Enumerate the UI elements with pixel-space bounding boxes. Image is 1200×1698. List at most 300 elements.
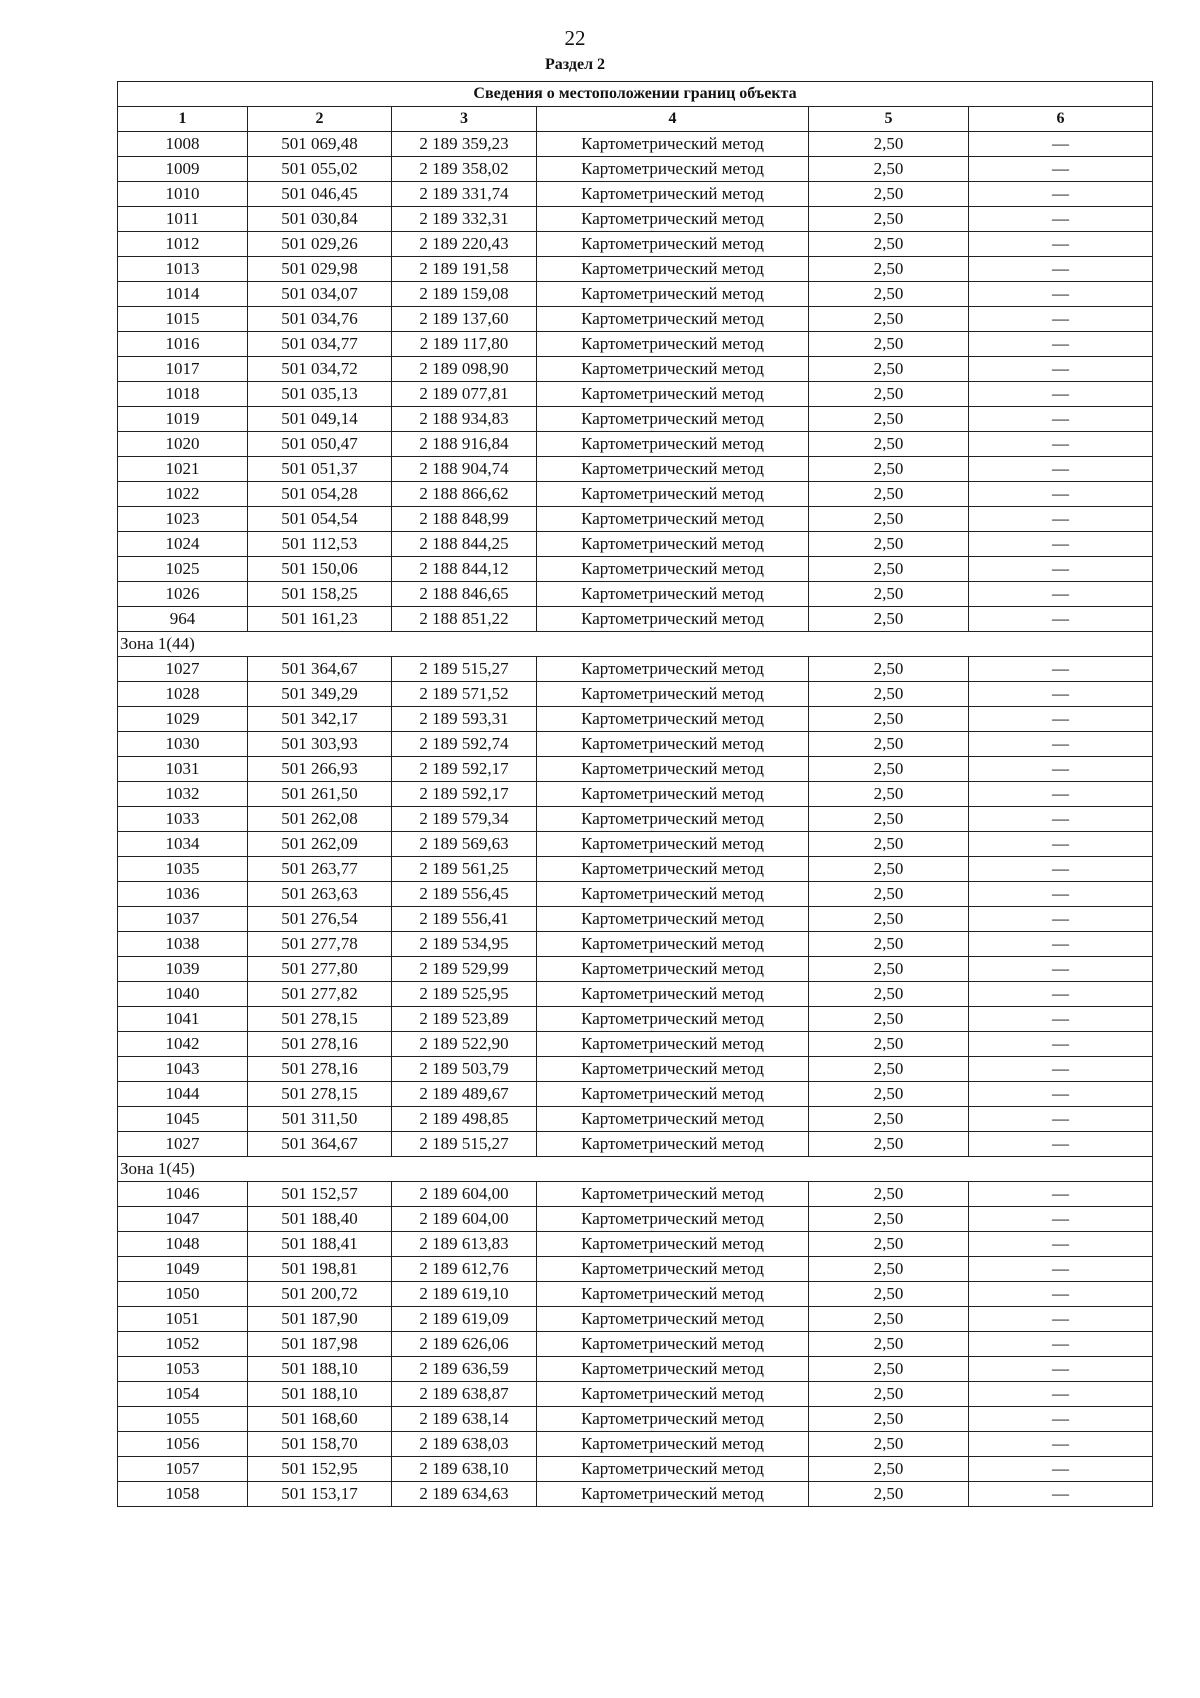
accuracy-cell: 2,50	[809, 1382, 969, 1407]
y-coordinate-cell: 2 189 159,08	[392, 282, 537, 307]
table-row	[118, 307, 1153, 332]
description-cell: —	[969, 182, 1153, 207]
accuracy-cell: 2,50	[809, 407, 969, 432]
y-coordinate-cell: 2 189 592,17	[392, 782, 537, 807]
description-cell: —	[969, 232, 1153, 257]
method-cell: Картометрический метод	[537, 1407, 809, 1432]
description-cell: —	[969, 1007, 1153, 1032]
description-cell: —	[969, 482, 1153, 507]
point-number-cell: 1014	[118, 282, 248, 307]
point-number-cell: 1040	[118, 982, 248, 1007]
method-cell: Картометрический метод	[537, 507, 809, 532]
table-row	[118, 782, 1153, 807]
column-header: 2	[248, 107, 392, 132]
method-cell: Картометрический метод	[537, 707, 809, 732]
y-coordinate-cell: 2 188 934,83	[392, 407, 537, 432]
method-cell: Картометрический метод	[537, 307, 809, 332]
table-row	[118, 382, 1153, 407]
description-cell: —	[969, 282, 1153, 307]
x-coordinate-cell: 501 342,17	[248, 707, 392, 732]
point-number-cell: 1038	[118, 932, 248, 957]
point-number-cell: 1024	[118, 532, 248, 557]
zone-label: Зона 1(44)	[118, 632, 1153, 657]
accuracy-cell: 2,50	[809, 432, 969, 457]
x-coordinate-cell: 501 188,10	[248, 1382, 392, 1407]
point-number-cell: 1034	[118, 832, 248, 857]
y-coordinate-cell: 2 188 851,22	[392, 607, 537, 632]
description-cell: —	[969, 507, 1153, 532]
description-cell: —	[969, 1057, 1153, 1082]
y-coordinate-cell: 2 189 638,10	[392, 1457, 537, 1482]
y-coordinate-cell: 2 189 534,95	[392, 932, 537, 957]
x-coordinate-cell: 501 188,10	[248, 1357, 392, 1382]
y-coordinate-cell: 2 189 137,60	[392, 307, 537, 332]
table-row	[118, 1407, 1153, 1432]
description-cell: —	[969, 407, 1153, 432]
description-cell: —	[969, 1457, 1153, 1482]
y-coordinate-cell: 2 189 359,23	[392, 132, 537, 157]
y-coordinate-cell: 2 188 844,25	[392, 532, 537, 557]
point-number-cell: 1011	[118, 207, 248, 232]
y-coordinate-cell: 2 189 556,45	[392, 882, 537, 907]
table-row	[118, 907, 1153, 932]
table-row	[118, 857, 1153, 882]
description-cell: —	[969, 457, 1153, 482]
description-cell: —	[969, 1482, 1153, 1507]
y-coordinate-cell: 2 188 866,62	[392, 482, 537, 507]
zone-row	[118, 632, 1153, 657]
method-cell: Картометрический метод	[537, 857, 809, 882]
table-row	[118, 507, 1153, 532]
accuracy-cell: 2,50	[809, 1357, 969, 1382]
point-number-cell: 1050	[118, 1282, 248, 1307]
method-cell: Картометрический метод	[537, 1357, 809, 1382]
boundary-coordinates-table	[117, 81, 1153, 1507]
table-row	[118, 1332, 1153, 1357]
point-number-cell: 1028	[118, 682, 248, 707]
y-coordinate-cell: 2 189 498,85	[392, 1107, 537, 1132]
table-row	[118, 1057, 1153, 1082]
table-row	[118, 532, 1153, 557]
zone-row	[118, 1157, 1153, 1182]
accuracy-cell: 2,50	[809, 1407, 969, 1432]
method-cell: Картометрический метод	[537, 732, 809, 757]
point-number-cell: 1057	[118, 1457, 248, 1482]
point-number-cell: 1048	[118, 1232, 248, 1257]
table-row	[118, 1257, 1153, 1282]
method-cell: Картометрический метод	[537, 1007, 809, 1032]
x-coordinate-cell: 501 069,48	[248, 132, 392, 157]
accuracy-cell: 2,50	[809, 1057, 969, 1082]
description-cell: —	[969, 1432, 1153, 1457]
y-coordinate-cell: 2 189 592,17	[392, 757, 537, 782]
y-coordinate-cell: 2 189 619,10	[392, 1282, 537, 1307]
accuracy-cell: 2,50	[809, 157, 969, 182]
table-row	[118, 407, 1153, 432]
x-coordinate-cell: 501 029,98	[248, 257, 392, 282]
method-cell: Картометрический метод	[537, 232, 809, 257]
x-coordinate-cell: 501 364,67	[248, 657, 392, 682]
x-coordinate-cell: 501 029,26	[248, 232, 392, 257]
accuracy-cell: 2,50	[809, 557, 969, 582]
point-number-cell: 1030	[118, 732, 248, 757]
method-cell: Картометрический метод	[537, 1132, 809, 1157]
table-row	[118, 257, 1153, 282]
y-coordinate-cell: 2 189 626,06	[392, 1332, 537, 1357]
description-cell: —	[969, 332, 1153, 357]
accuracy-cell: 2,50	[809, 1282, 969, 1307]
table-body	[118, 132, 1153, 1507]
y-coordinate-cell: 2 189 515,27	[392, 657, 537, 682]
table-row	[118, 1282, 1153, 1307]
x-coordinate-cell: 501 278,16	[248, 1032, 392, 1057]
point-number-cell: 1029	[118, 707, 248, 732]
y-coordinate-cell: 2 189 503,79	[392, 1057, 537, 1082]
x-coordinate-cell: 501 277,78	[248, 932, 392, 957]
accuracy-cell: 2,50	[809, 807, 969, 832]
table-row	[118, 607, 1153, 632]
accuracy-cell: 2,50	[809, 507, 969, 532]
y-coordinate-cell: 2 189 561,25	[392, 857, 537, 882]
y-coordinate-cell: 2 188 904,74	[392, 457, 537, 482]
method-cell: Картометрический метод	[537, 1307, 809, 1332]
column-header: 1	[118, 107, 248, 132]
method-cell: Картометрический метод	[537, 132, 809, 157]
table-row	[118, 1482, 1153, 1507]
point-number-cell: 964	[118, 607, 248, 632]
table-row	[118, 832, 1153, 857]
method-cell: Картометрический метод	[537, 1432, 809, 1457]
accuracy-cell: 2,50	[809, 357, 969, 382]
point-number-cell: 1037	[118, 907, 248, 932]
table-row	[118, 1457, 1153, 1482]
accuracy-cell: 2,50	[809, 332, 969, 357]
x-coordinate-cell: 501 034,76	[248, 307, 392, 332]
point-number-cell: 1016	[118, 332, 248, 357]
method-cell: Картометрический метод	[537, 557, 809, 582]
x-coordinate-cell: 501 277,80	[248, 957, 392, 982]
y-coordinate-cell: 2 189 529,99	[392, 957, 537, 982]
x-coordinate-cell: 501 187,90	[248, 1307, 392, 1332]
point-number-cell: 1015	[118, 307, 248, 332]
point-number-cell: 1032	[118, 782, 248, 807]
table-row	[118, 582, 1153, 607]
y-coordinate-cell: 2 189 525,95	[392, 982, 537, 1007]
x-coordinate-cell: 501 187,98	[248, 1332, 392, 1357]
x-coordinate-cell: 501 054,54	[248, 507, 392, 532]
accuracy-cell: 2,50	[809, 1307, 969, 1332]
method-cell: Картометрический метод	[537, 757, 809, 782]
table-row	[118, 132, 1153, 157]
accuracy-cell: 2,50	[809, 1332, 969, 1357]
accuracy-cell: 2,50	[809, 457, 969, 482]
accuracy-cell: 2,50	[809, 1232, 969, 1257]
accuracy-cell: 2,50	[809, 1432, 969, 1457]
y-coordinate-cell: 2 189 556,41	[392, 907, 537, 932]
accuracy-cell: 2,50	[809, 1082, 969, 1107]
point-number-cell: 1036	[118, 882, 248, 907]
accuracy-cell: 2,50	[809, 882, 969, 907]
table-row	[118, 957, 1153, 982]
table-row	[118, 232, 1153, 257]
point-number-cell: 1022	[118, 482, 248, 507]
accuracy-cell: 2,50	[809, 607, 969, 632]
accuracy-cell: 2,50	[809, 857, 969, 882]
x-coordinate-cell: 501 054,28	[248, 482, 392, 507]
method-cell: Картометрический метод	[537, 157, 809, 182]
method-cell: Картометрический метод	[537, 332, 809, 357]
y-coordinate-cell: 2 189 592,74	[392, 732, 537, 757]
method-cell: Картометрический метод	[537, 1057, 809, 1082]
method-cell: Картометрический метод	[537, 782, 809, 807]
x-coordinate-cell: 501 161,23	[248, 607, 392, 632]
accuracy-cell: 2,50	[809, 682, 969, 707]
point-number-cell: 1053	[118, 1357, 248, 1382]
page-number: 22	[564, 26, 586, 50]
method-cell: Картометрический метод	[537, 1482, 809, 1507]
table-row	[118, 732, 1153, 757]
method-cell: Картометрический метод	[537, 1332, 809, 1357]
method-cell: Картометрический метод	[537, 432, 809, 457]
point-number-cell: 1049	[118, 1257, 248, 1282]
method-cell: Картометрический метод	[537, 407, 809, 432]
x-coordinate-cell: 501 055,02	[248, 157, 392, 182]
y-coordinate-cell: 2 189 332,31	[392, 207, 537, 232]
description-cell: —	[969, 1332, 1153, 1357]
method-cell: Картометрический метод	[537, 832, 809, 857]
method-cell: Картометрический метод	[537, 1107, 809, 1132]
method-cell: Картометрический метод	[537, 1457, 809, 1482]
description-cell: —	[969, 582, 1153, 607]
point-number-cell: 1047	[118, 1207, 248, 1232]
table-row	[118, 1432, 1153, 1457]
table-header-row	[118, 107, 1153, 132]
point-number-cell: 1035	[118, 857, 248, 882]
description-cell: —	[969, 1407, 1153, 1432]
point-number-cell: 1033	[118, 807, 248, 832]
x-coordinate-cell: 501 261,50	[248, 782, 392, 807]
y-coordinate-cell: 2 189 638,87	[392, 1382, 537, 1407]
accuracy-cell: 2,50	[809, 132, 969, 157]
method-cell: Картометрический метод	[537, 357, 809, 382]
table-row	[118, 557, 1153, 582]
x-coordinate-cell: 501 188,41	[248, 1232, 392, 1257]
accuracy-cell: 2,50	[809, 1107, 969, 1132]
point-number-cell: 1017	[118, 357, 248, 382]
table-row	[118, 1007, 1153, 1032]
point-number-cell: 1027	[118, 1132, 248, 1157]
y-coordinate-cell: 2 189 523,89	[392, 1007, 537, 1032]
method-cell: Картометрический метод	[537, 1382, 809, 1407]
method-cell: Картометрический метод	[537, 282, 809, 307]
x-coordinate-cell: 501 311,50	[248, 1107, 392, 1132]
column-header: 4	[537, 107, 809, 132]
table-row	[118, 1232, 1153, 1257]
method-cell: Картометрический метод	[537, 1207, 809, 1232]
table-row	[118, 1357, 1153, 1382]
point-number-cell: 1008	[118, 132, 248, 157]
description-cell: —	[969, 907, 1153, 932]
description-cell: —	[969, 207, 1153, 232]
method-cell: Картометрический метод	[537, 932, 809, 957]
point-number-cell: 1046	[118, 1182, 248, 1207]
accuracy-cell: 2,50	[809, 1257, 969, 1282]
table-row	[118, 182, 1153, 207]
accuracy-cell: 2,50	[809, 957, 969, 982]
y-coordinate-cell: 2 189 331,74	[392, 182, 537, 207]
accuracy-cell: 2,50	[809, 532, 969, 557]
x-coordinate-cell: 501 152,95	[248, 1457, 392, 1482]
point-number-cell: 1042	[118, 1032, 248, 1057]
x-coordinate-cell: 501 188,40	[248, 1207, 392, 1232]
column-header: 5	[809, 107, 969, 132]
description-cell: —	[969, 1182, 1153, 1207]
table-row	[118, 982, 1153, 1007]
x-coordinate-cell: 501 050,47	[248, 432, 392, 457]
method-cell: Картометрический метод	[537, 182, 809, 207]
point-number-cell: 1009	[118, 157, 248, 182]
x-coordinate-cell: 501 049,14	[248, 407, 392, 432]
accuracy-cell: 2,50	[809, 707, 969, 732]
accuracy-cell: 2,50	[809, 732, 969, 757]
method-cell: Картометрический метод	[537, 807, 809, 832]
method-cell: Картометрический метод	[537, 1282, 809, 1307]
point-number-cell: 1023	[118, 507, 248, 532]
y-coordinate-cell: 2 189 593,31	[392, 707, 537, 732]
point-number-cell: 1055	[118, 1407, 248, 1432]
y-coordinate-cell: 2 189 613,83	[392, 1232, 537, 1257]
point-number-cell: 1045	[118, 1107, 248, 1132]
table-row	[118, 1382, 1153, 1407]
point-number-cell: 1025	[118, 557, 248, 582]
point-number-cell: 1012	[118, 232, 248, 257]
accuracy-cell: 2,50	[809, 757, 969, 782]
x-coordinate-cell: 501 200,72	[248, 1282, 392, 1307]
description-cell: —	[969, 657, 1153, 682]
description-cell: —	[969, 682, 1153, 707]
y-coordinate-cell: 2 189 634,63	[392, 1482, 537, 1507]
description-cell: —	[969, 832, 1153, 857]
description-cell: —	[969, 132, 1153, 157]
y-coordinate-cell: 2 189 191,58	[392, 257, 537, 282]
x-coordinate-cell: 501 262,09	[248, 832, 392, 857]
point-number-cell: 1020	[118, 432, 248, 457]
x-coordinate-cell: 501 349,29	[248, 682, 392, 707]
description-cell: —	[969, 1282, 1153, 1307]
y-coordinate-cell: 2 188 846,65	[392, 582, 537, 607]
table-row	[118, 157, 1153, 182]
method-cell: Картометрический метод	[537, 207, 809, 232]
description-cell: —	[969, 1082, 1153, 1107]
point-number-cell: 1058	[118, 1482, 248, 1507]
x-coordinate-cell: 501 158,25	[248, 582, 392, 607]
accuracy-cell: 2,50	[809, 932, 969, 957]
description-cell: —	[969, 1132, 1153, 1157]
x-coordinate-cell: 501 150,06	[248, 557, 392, 582]
x-coordinate-cell: 501 263,63	[248, 882, 392, 907]
x-coordinate-cell: 501 158,70	[248, 1432, 392, 1457]
table-row	[118, 207, 1153, 232]
description-cell: —	[969, 382, 1153, 407]
y-coordinate-cell: 2 189 604,00	[392, 1207, 537, 1232]
point-number-cell: 1054	[118, 1382, 248, 1407]
method-cell: Картометрический метод	[537, 457, 809, 482]
y-coordinate-cell: 2 189 579,34	[392, 807, 537, 832]
description-cell: —	[969, 307, 1153, 332]
description-cell: —	[969, 157, 1153, 182]
x-coordinate-cell: 501 276,54	[248, 907, 392, 932]
description-cell: —	[969, 807, 1153, 832]
table-row	[118, 1032, 1153, 1057]
accuracy-cell: 2,50	[809, 1182, 969, 1207]
accuracy-cell: 2,50	[809, 582, 969, 607]
section-title: Раздел 2	[544, 56, 606, 73]
y-coordinate-cell: 2 188 848,99	[392, 507, 537, 532]
accuracy-cell: 2,50	[809, 207, 969, 232]
table-caption-row	[118, 82, 1153, 107]
description-cell: —	[969, 432, 1153, 457]
point-number-cell: 1019	[118, 407, 248, 432]
x-coordinate-cell: 501 152,57	[248, 1182, 392, 1207]
method-cell: Картометрический метод	[537, 1232, 809, 1257]
description-cell: —	[969, 1107, 1153, 1132]
accuracy-cell: 2,50	[809, 257, 969, 282]
point-number-cell: 1013	[118, 257, 248, 282]
x-coordinate-cell: 501 030,84	[248, 207, 392, 232]
table-row	[118, 1082, 1153, 1107]
method-cell: Картометрический метод	[537, 582, 809, 607]
description-cell: —	[969, 982, 1153, 1007]
x-coordinate-cell: 501 034,07	[248, 282, 392, 307]
method-cell: Картометрический метод	[537, 532, 809, 557]
point-number-cell: 1018	[118, 382, 248, 407]
method-cell: Картометрический метод	[537, 1082, 809, 1107]
accuracy-cell: 2,50	[809, 1032, 969, 1057]
description-cell: —	[969, 1307, 1153, 1332]
point-number-cell: 1051	[118, 1307, 248, 1332]
x-coordinate-cell: 501 278,15	[248, 1007, 392, 1032]
accuracy-cell: 2,50	[809, 307, 969, 332]
description-cell: —	[969, 1232, 1153, 1257]
point-number-cell: 1056	[118, 1432, 248, 1457]
x-coordinate-cell: 501 262,08	[248, 807, 392, 832]
y-coordinate-cell: 2 189 489,67	[392, 1082, 537, 1107]
x-coordinate-cell: 501 277,82	[248, 982, 392, 1007]
description-cell: —	[969, 357, 1153, 382]
x-coordinate-cell: 501 303,93	[248, 732, 392, 757]
table-row	[118, 282, 1153, 307]
description-cell: —	[969, 957, 1153, 982]
accuracy-cell: 2,50	[809, 832, 969, 857]
accuracy-cell: 2,50	[809, 1207, 969, 1232]
zone-label: Зона 1(45)	[118, 1157, 1153, 1182]
table-row	[118, 482, 1153, 507]
point-number-cell: 1041	[118, 1007, 248, 1032]
point-number-cell: 1031	[118, 757, 248, 782]
description-cell: —	[969, 1032, 1153, 1057]
table-row	[118, 757, 1153, 782]
y-coordinate-cell: 2 189 612,76	[392, 1257, 537, 1282]
table-row	[118, 357, 1153, 382]
x-coordinate-cell: 501 034,72	[248, 357, 392, 382]
accuracy-cell: 2,50	[809, 382, 969, 407]
accuracy-cell: 2,50	[809, 782, 969, 807]
y-coordinate-cell: 2 189 569,63	[392, 832, 537, 857]
x-coordinate-cell: 501 035,13	[248, 382, 392, 407]
y-coordinate-cell: 2 189 220,43	[392, 232, 537, 257]
x-coordinate-cell: 501 112,53	[248, 532, 392, 557]
accuracy-cell: 2,50	[809, 182, 969, 207]
